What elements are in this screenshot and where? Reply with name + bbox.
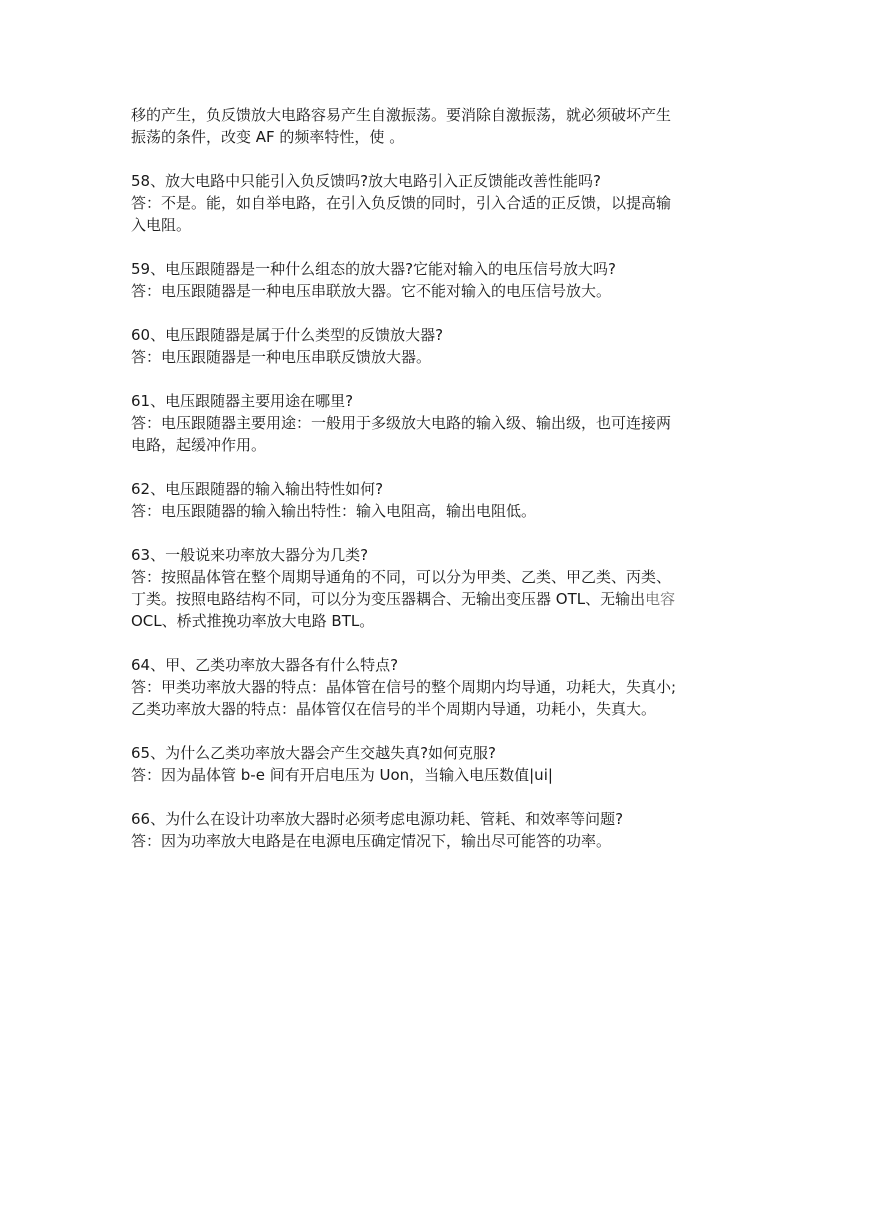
answer-text-light: 电容 xyxy=(645,590,676,608)
qa-66 xyxy=(131,808,741,852)
question: 63、一般说来功率放大器分为几类? xyxy=(131,546,369,564)
answer-line: 乙类功率放大器的特点：晶体管仅在信号的半个周期内导通，功耗小，失真大。 xyxy=(131,700,657,718)
qa-63 xyxy=(131,544,741,632)
answer-line: 答：不是。能，如自举电路，在引入负反馈的同时，引入合适的正反馈，以提高输 xyxy=(131,194,672,212)
answer-line: 答：电压跟随器是一种电压串联放大器。它不能对输入的电压信号放大。 xyxy=(131,282,612,300)
answer-line xyxy=(131,588,741,610)
question: 58、放大电路中只能引入负反馈吗?放大电路引入正反馈能改善性能吗? xyxy=(131,172,602,190)
qa-65 xyxy=(131,742,741,786)
question: 61、电压跟随器主要用途在哪里? xyxy=(131,392,354,410)
answer-line: 答：电压跟随器的输入输出特性：输入电阻高，输出电阻低。 xyxy=(131,502,537,520)
question: 60、电压跟随器是属于什么类型的反馈放大器? xyxy=(131,326,444,344)
answer-line: 答：因为功率放大电路是在电源电压确定情况下，输出尽可能答的功率。 xyxy=(131,832,612,850)
text-line: 移的产生，负反馈放大电路容易产生自激振荡。要消除自激振荡，就必须破坏产生 xyxy=(131,106,672,124)
answer-line: 答：电压跟随器是一种电压串联反馈放大器。 xyxy=(131,348,432,366)
answer-line: 答：甲类功率放大器的特点：晶体管在信号的整个周期内均导通，功耗大，失真小; xyxy=(131,678,677,696)
question: 62、电压跟随器的输入输出特性如何? xyxy=(131,480,384,498)
intro-paragraph xyxy=(131,104,741,148)
qa-61 xyxy=(131,390,741,456)
answer-line: 电路，起缓冲作用。 xyxy=(131,436,267,454)
qa-58 xyxy=(131,170,741,236)
answer-text: 丁类。按照电路结构不同，可以分为变压器耦合、无输出变压器 OTL、无输出 xyxy=(131,590,646,608)
question: 59、电压跟随器是一种什么组态的放大器?它能对输入的电压信号放大吗? xyxy=(131,260,617,278)
qa-59 xyxy=(131,258,741,302)
answer-line: 入电阻。 xyxy=(131,216,192,234)
document-page xyxy=(131,104,741,874)
text-line: 振荡的条件，改变 AF 的频率特性，使 。 xyxy=(131,128,405,146)
qa-64 xyxy=(131,654,741,720)
question: 66、为什么在设计功率放大器时必须考虑电源功耗、管耗、和效率等问题? xyxy=(131,810,624,828)
qa-62 xyxy=(131,478,741,522)
answer-line: 答：电压跟随器主要用途：一般用于多级放大电路的输入级、输出级，也可连接两 xyxy=(131,414,672,432)
qa-60 xyxy=(131,324,741,368)
answer-line: OCL、桥式推挽功率放大电路 BTL。 xyxy=(131,612,375,630)
question: 64、甲、乙类功率放大器各有什么特点? xyxy=(131,656,399,674)
question: 65、为什么乙类功率放大器会产生交越失真?如何克服? xyxy=(131,744,497,762)
answer-line: 答：按照晶体管在整个周期导通角的不同，可以分为甲类、乙类、甲乙类、丙类、 xyxy=(131,568,672,586)
answer-line: 答：因为晶体管 b-e 间有开启电压为 Uon，当输入电压数值|ui| xyxy=(131,766,553,784)
